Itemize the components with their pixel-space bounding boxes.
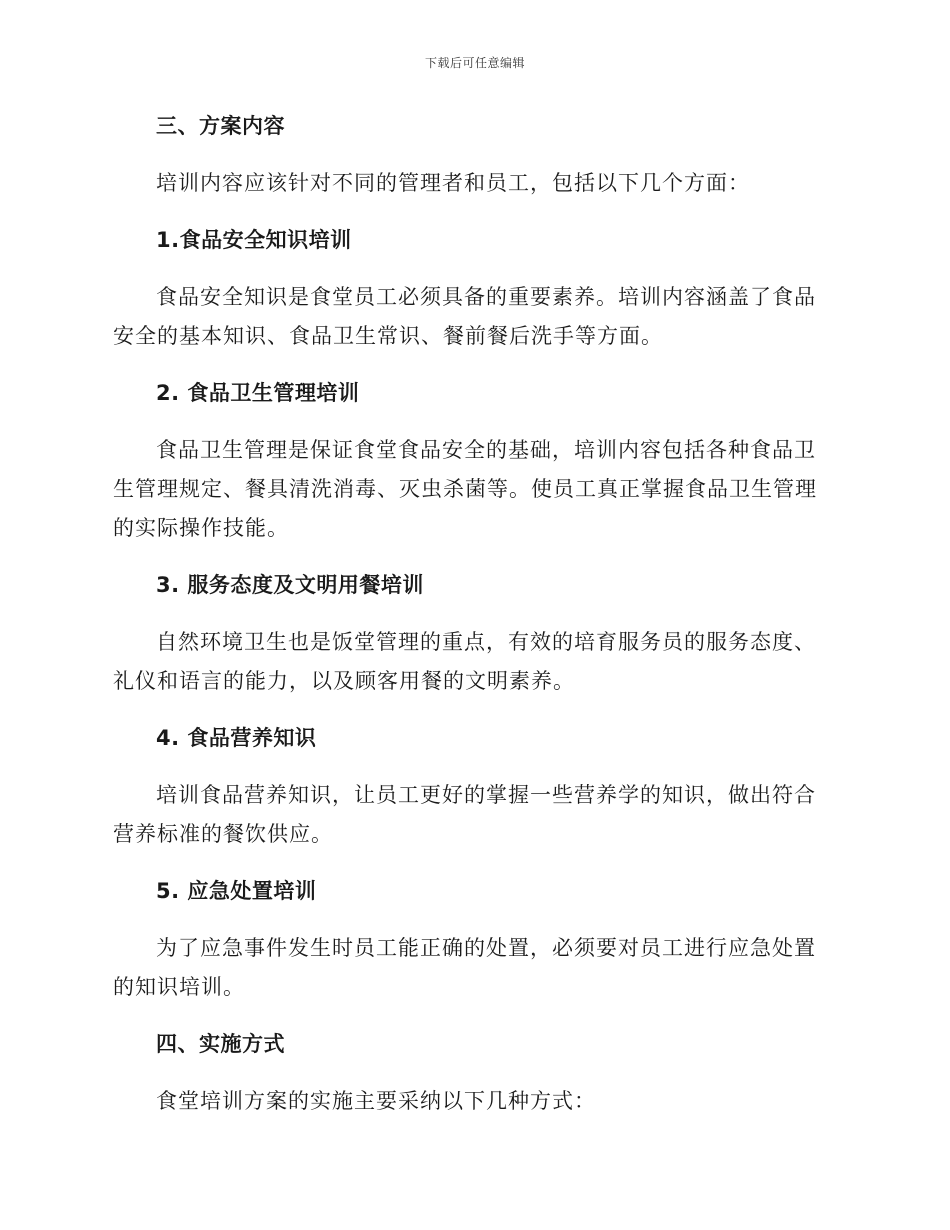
paragraph-implementation: 食堂培训方案的实施主要采纳以下几种方式： [156,1089,596,1113]
subheading-emergency: 5. 应急处置培训 [156,879,317,903]
paragraph-hygiene-management: 食品卫生管理是保证食堂食品安全的基础，培训内容包括各种食品卫生管理规定、餐具清洗消毒、灭虫杀菌等。使员工真正掌握食品卫生管理的实际操作技能。 [113,438,817,540]
page-header: 下载后可任意编辑 [424,56,525,70]
subheading-service-attitude: 3. 服务态度及文明用餐培训 [156,573,424,597]
document-body [113,106,833,1138]
subheading-food-safety: 1.食品安全知识培训 [156,228,352,252]
paragraph-intro: 培训内容应该针对不同的管理者和员工，包括以下几个方面： [156,171,750,195]
subheading-hygiene-management: 2. 食品卫生管理培训 [156,381,360,405]
section-heading-plan-content: 三、方案内容 [156,114,285,138]
paragraph-emergency: 为了应急事件发生时员工能正确的处置，必须要对员工进行应急处置的知识培训。 [113,936,816,999]
subheading-nutrition: 4. 食品营养知识 [156,726,317,750]
paragraph-food-safety: 食品安全知识是食堂员工必须具备的重要素养。培训内容涵盖了食品安全的基本知识、食品卫生常识、餐前餐后洗手等方面。 [113,285,816,348]
paragraph-nutrition: 培训食品营养知识，让员工更好的掌握一些营养学的知识，做出符合营养标准的餐饮供应。 [113,783,816,846]
section-heading-implementation: 四、实施方式 [156,1032,285,1056]
paragraph-service-attitude: 自然环境卫生也是饭堂管理的重点，有效的培育服务员的服务态度、礼仪和语言的能力，以及顾客用餐的文明素养。 [113,630,816,693]
